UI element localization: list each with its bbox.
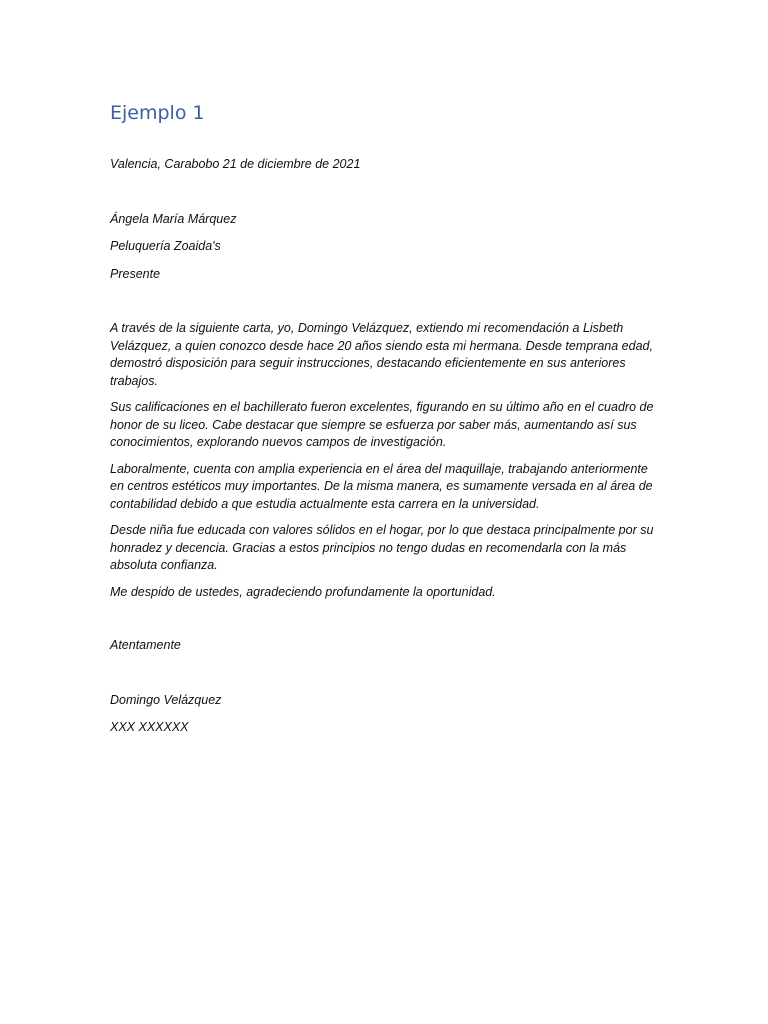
letter-body: [110, 100, 658, 737]
signature-id: XXX XXXXXX: [110, 720, 189, 734]
paragraph-1: A través de la siguiente carta, yo, Domingo Velázquez, extiendo mi recomendación a Lisbeth Velázquez, a quien conozco desde hace 20 años siendo esta mi hermana. Desde temprana edad, demostró disposición para seguir instrucciones, destacando eficientemente en sus anteriores trabajos.: [110, 321, 653, 388]
paragraph-2: Sus calificaciones en el bachillerato fueron excelentes, figurando en su último año en el cuadro de honor de su liceo. Cabe destacar que siempre se esfuerza por saber más, aumentando así sus conocimientos, explorando nuevos campos de investigación.: [110, 400, 654, 449]
closing: Atentamente: [110, 638, 181, 652]
paragraph-5: Me despido de ustedes, agradeciendo profundamente la oportunidad.: [110, 584, 496, 599]
recipient-company: Peluquería Zoaida's: [110, 239, 221, 253]
signature-name: Domingo Velázquez: [110, 692, 222, 707]
document-heading: Ejemplo 1: [110, 102, 205, 124]
recipient-name: Ángela María Márquez: [110, 211, 237, 226]
paragraph-4: Desde niña fue educada con valores sólidos en el hogar, por lo que destaca principalmente por su honradez y decencia. Gracias a estos principios no tengo dudas en recomendarla con la más absoluta confianza.: [110, 523, 654, 572]
salutation: Presente: [110, 266, 161, 281]
paragraph-3: Laboralmente, cuenta con amplia experiencia en el área del maquillaje, trabajando anteriormente en centros estéticos muy importantes. De la misma manera, es sumamente versada en al área de contabilidad debido a que estudia actualmente esta carrera en la universidad.: [110, 461, 653, 511]
date-line: Valencia, Carabobo 21 de diciembre de 2021: [110, 157, 361, 171]
